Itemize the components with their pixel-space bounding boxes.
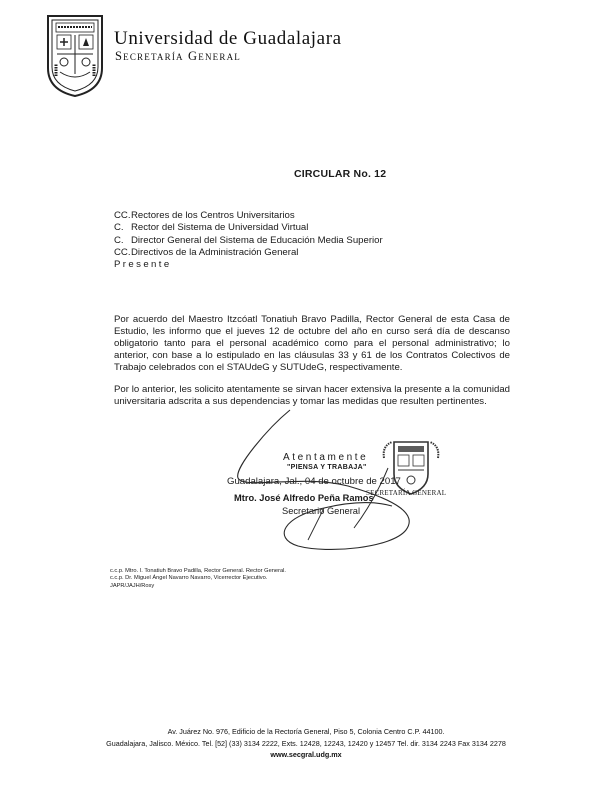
body-paragraph-1: Por acuerdo del Maestro Itzcóatl Tonatiuh Bravo Padilla, Rector General de esta Casa de Estudio, les informo que el jueves 12 de octubre del año en curso será día de descanso obligatorio tanto para el personal académico como para el personal administrativo; lo anterior, con base a lo estipulado en las cláusulas 33 y 61 de los Contratos Colectivos de Trabajo celebrados con el STAUdeG y SUTUdeG, respectivamente.: [114, 314, 510, 373]
signer-name: Mtro. José Alfredo Peña Ramos: [234, 493, 374, 503]
recipient-line: CC.Rectores de los Centros Universitarios: [114, 210, 295, 221]
letter-body: [114, 314, 510, 418]
stamp-label: SECRETARÍA GENERAL: [366, 489, 447, 497]
recipients-block: [114, 210, 383, 271]
footer-address: Av. Juárez No. 976, Edificio de la Rectoría General, Piso 5, Colonia Centro C.P. 44100.: [167, 727, 445, 736]
department-name: Secretaría General: [115, 49, 241, 63]
recipient-line: C. Director General del Sistema de Educación Media Superior: [114, 234, 383, 246]
page-footer: [0, 726, 612, 761]
place-and-date: Guadalajara, Jal., 04 de octubre de 2017: [227, 476, 401, 487]
circular-title: CIRCULAR No. 12: [294, 168, 387, 180]
ccp-line: c.c.p. Dr. Miguel Ángel Navarro Navarro, Vicerrector Ejecutivo.: [110, 575, 268, 582]
university-name: Universidad de Guadalajara: [114, 28, 342, 49]
signer-role: Secretario General: [282, 506, 361, 516]
body-paragraph-2: Por lo anterior, les solicito atentamente se sirvan hacer extensiva la presente a la comunidad universitaria adscrita a sus dependencias y tomar las medidas que resulten pertinentes.: [114, 384, 510, 407]
ccp-line: c.c.p. Mtro. I. Tonatiuh Bravo Padilla, Rector General. Rector General.: [110, 568, 286, 574]
closing-atentamente: Atentamente: [283, 452, 369, 463]
ccp-initials: JAPR/JAJH/Rosy: [110, 582, 155, 589]
recipient-line: CC.Directivos de la Administración General: [114, 246, 299, 258]
carbon-copy-block: [110, 568, 286, 590]
footer-website: www.secgral.udg.mx: [270, 750, 342, 759]
handwritten-signature: [228, 408, 424, 558]
footer-contact: Guadalajara, Jalisco. México. Tel. [52] (33) 3134 2222, Exts. 12428, 12243, 12420 y 12457 Tel. dir. 3134 2243 Fax 3134 2278: [106, 738, 506, 748]
university-crest-logo: [44, 14, 106, 98]
closing-motto: "PIENSA Y TRABAJA": [287, 464, 367, 471]
recipient-line: C. Rector del Sistema de Universidad Virtual: [114, 222, 309, 234]
presente-line: Presente: [114, 259, 172, 271]
